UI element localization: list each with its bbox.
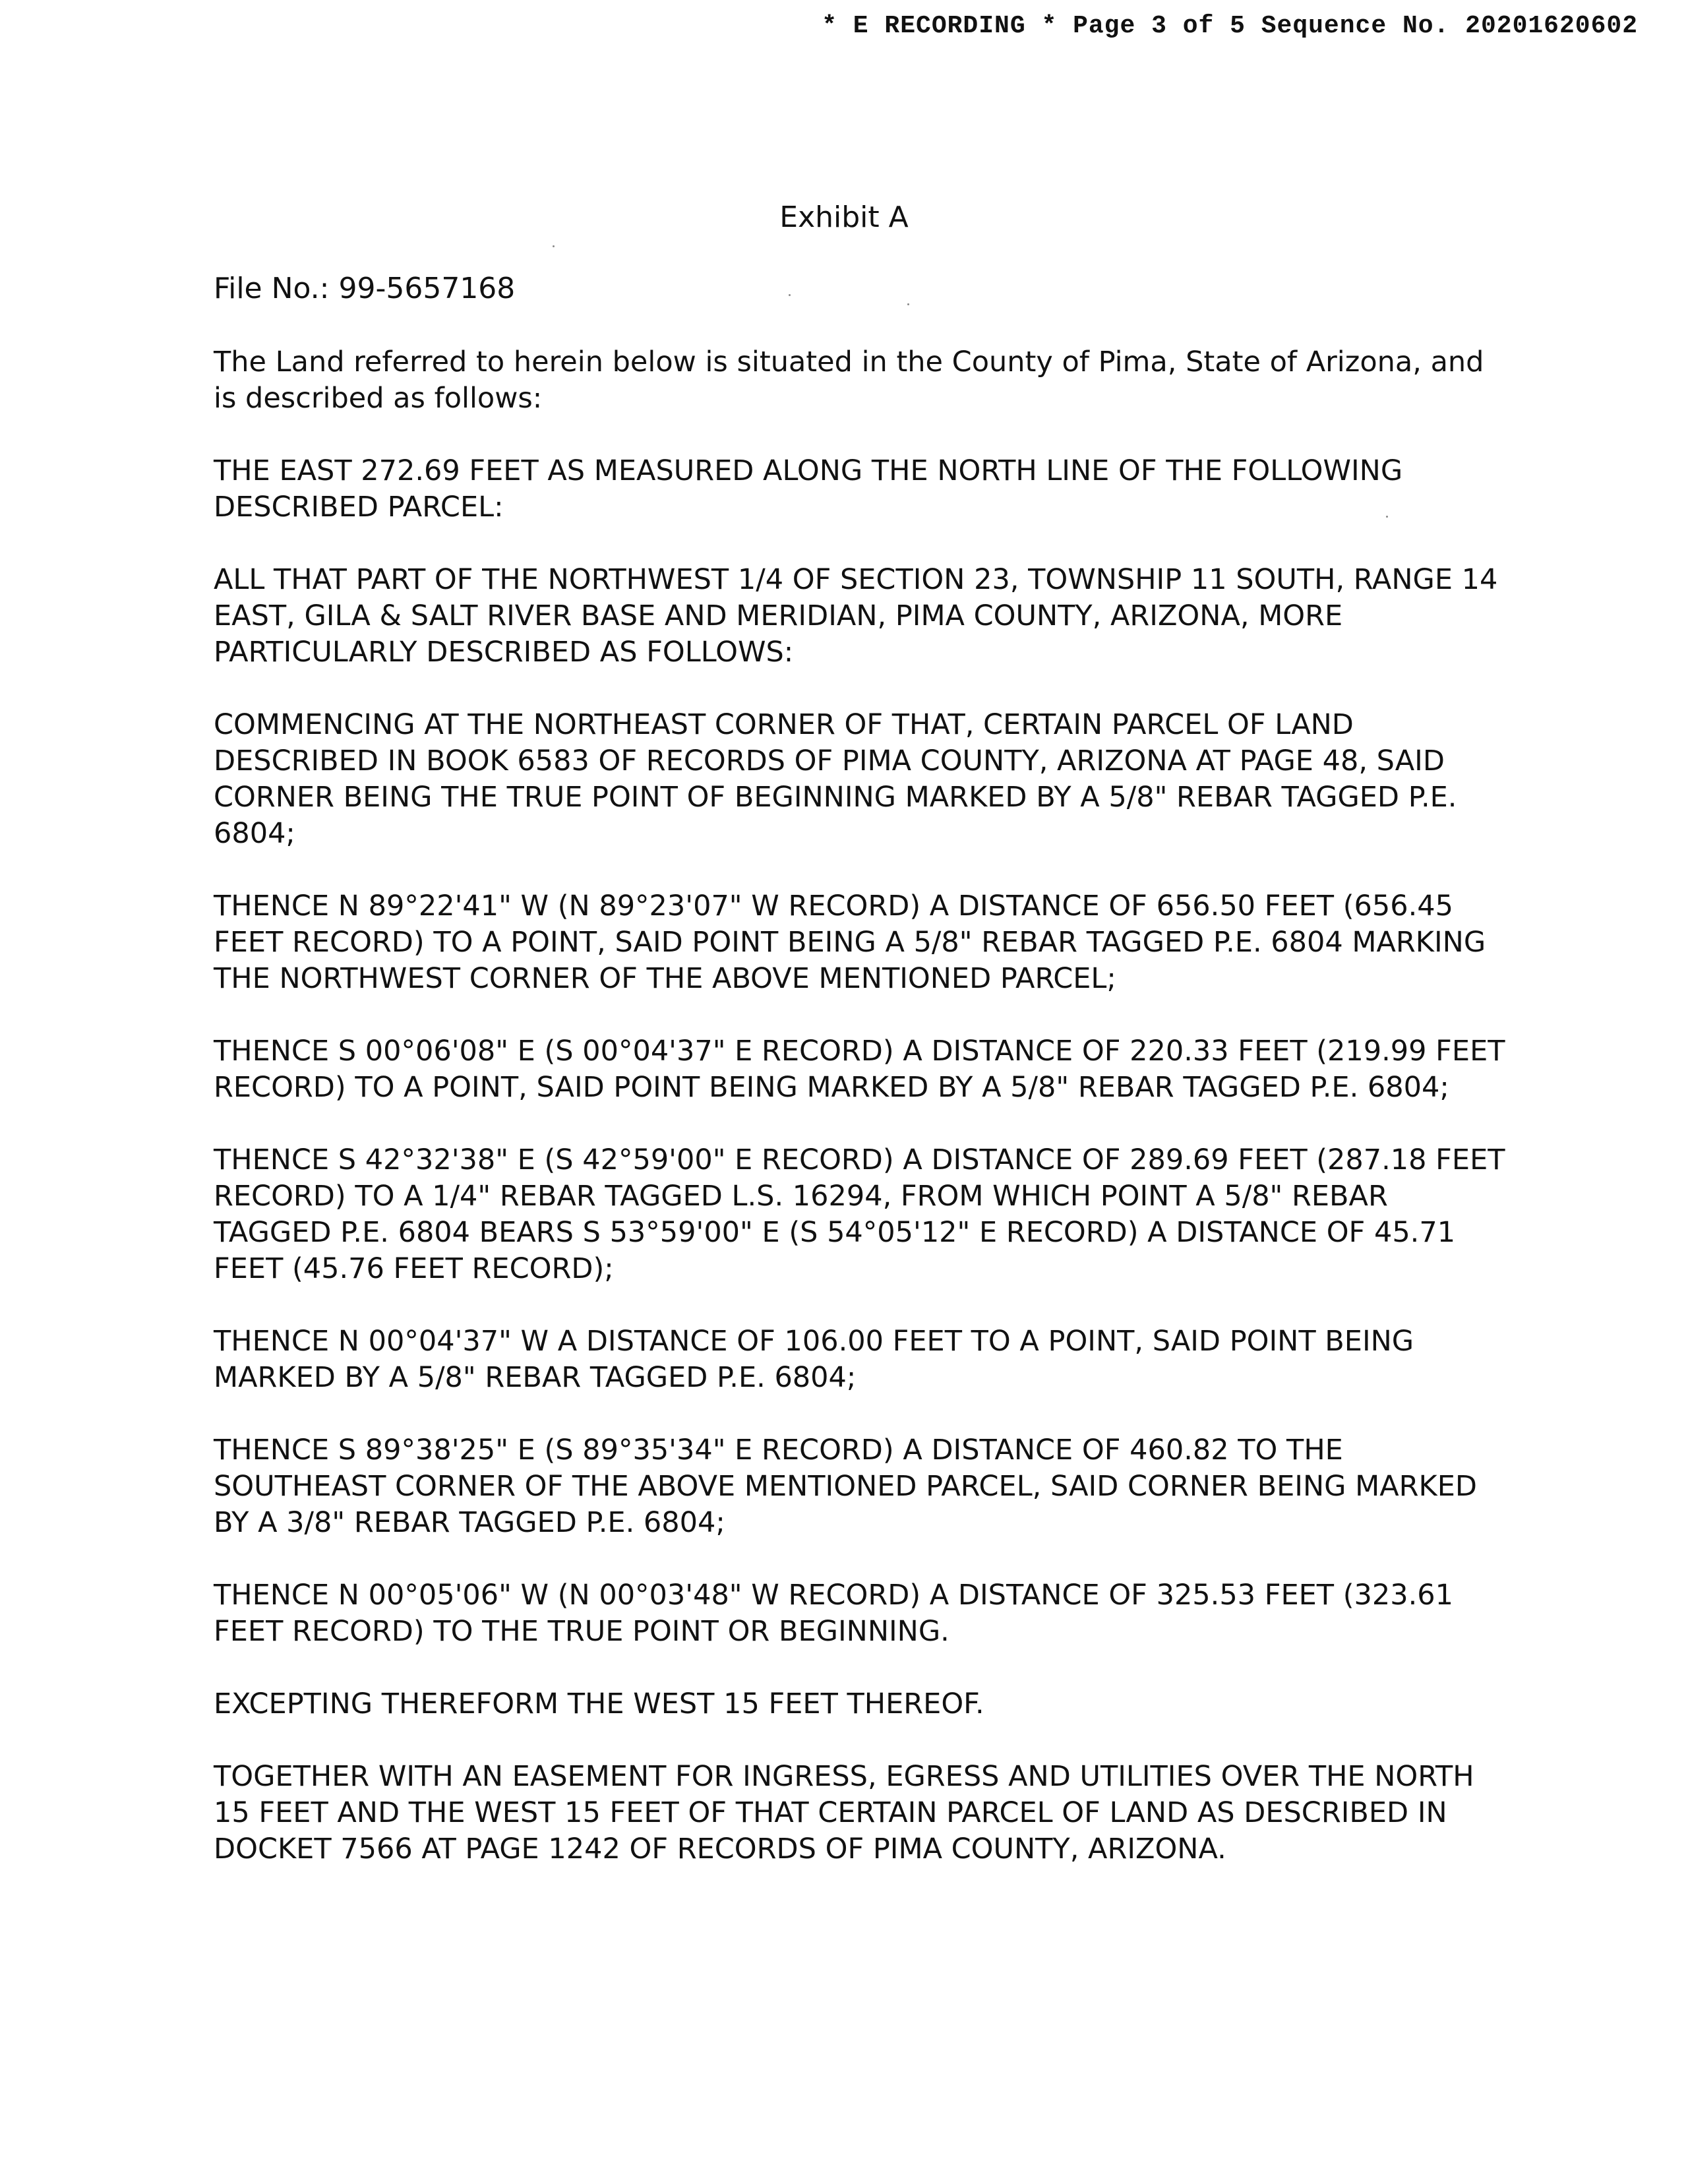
paragraph-thence-1: THENCE N 89°22'41" W (N 89°23'07" W RECORD) A DISTANCE OF 656.50 FEET (656.45 FEET RECORD) TO A POINT, SAID POINT BEING A 5/8" REBAR TAGGED P.E. 6804 MARKING THE NORTHWEST CORNER OF THE ABOVE MENTIONED PARCEL; [214,890,1486,995]
scan-speck [553,245,555,247]
paragraph-thence-4: THENCE N 00°04'37" W A DISTANCE OF 106.00 FEET TO A POINT, SAID POINT BEING MARKED BY A 5/8" REBAR TAGGED P.E. 6804; [214,1325,1414,1394]
paragraph-thence-6: THENCE N 00°05'06" W (N 00°03'48" W RECORD) A DISTANCE OF 325.53 FEET (323.61 FEET RECORD) TO THE TRUE POINT OR BEGINNING. [214,1579,1453,1648]
legal-description [214,344,1506,1904]
scan-speck [789,294,791,296]
recording-header: * E RECORDING * Page 3 of 5 Sequence No. 20201620602 [822,12,1638,40]
paragraph-thence-5: THENCE S 89°38'25" E (S 89°35'34" E RECORD) A DISTANCE OF 460.82 TO THE SOUTHEAST CORNER OF THE ABOVE MENTIONED PARCEL, SAID CORNER BEING MARKED BY A 3/8" REBAR TAGGED P.E. 6804; [214,1434,1477,1539]
paragraph-thence-3: THENCE S 42°32'38" E (S 42°59'00" E RECORD) A DISTANCE OF 289.69 FEET (287.18 FEET RECORD) TO A 1/4" REBAR TAGGED L.S. 16294, FROM WHICH POINT A 5/8" REBAR TAGGED P.E. 6804 BEARS S 53°59'00" E (S 54°05'12" E RECORD) A DISTANCE OF 45.71 FEET (45.76 FEET RECORD); [214,1143,1505,1285]
file-number: File No.: 99-5657168 [214,272,516,305]
paragraph-excepting: EXCEPTING THEREFORM THE WEST 15 FEET THEREOF. [214,1687,984,1720]
paragraph-easement: TOGETHER WITH AN EASEMENT FOR INGRESS, EGRESS AND UTILITIES OVER THE NORTH 15 FEET AND THE WEST 15 FEET OF THAT CERTAIN PARCEL OF LAND AS DESCRIBED IN DOCKET 7566 AT PAGE 1242 OF RECORDS OF PIMA COUNTY, ARIZONA. [214,1760,1474,1866]
scan-speck [907,303,909,305]
paragraph-commencing: COMMENCING AT THE NORTHEAST CORNER OF THAT, CERTAIN PARCEL OF LAND DESCRIBED IN BOOK 6583 OF RECORDS OF PIMA COUNTY, ARIZONA AT PAGE 48, SAID CORNER BEING THE TRUE POINT OF BEGINNING MARKED BY A 5/8" REBAR TAGGED P.E. 6804; [214,708,1457,850]
scan-speck [1386,516,1388,518]
paragraph-east-portion: THE EAST 272.69 FEET AS MEASURED ALONG THE NORTH LINE OF THE FOLLOWING DESCRIBED PARCEL: [214,454,1403,524]
paragraph-intro: The Land referred to herein below is situated in the County of Pima, State of Arizona, and is described as follows: [214,346,1484,415]
exhibit-title: Exhibit A [779,200,909,234]
paragraph-section-description: ALL THAT PART OF THE NORTHWEST 1/4 OF SECTION 23, TOWNSHIP 11 SOUTH, RANGE 14 EAST, GILA & SALT RIVER BASE AND MERIDIAN, PIMA COUNTY, ARIZONA, MORE PARTICULARLY DESCRIBED AS FOLLOWS: [214,563,1498,669]
paragraph-thence-2: THENCE S 00°06'08" E (S 00°04'37" E RECORD) A DISTANCE OF 220.33 FEET (219.99 FEET RECORD) TO A POINT, SAID POINT BEING MARKED BY A 5/8" REBAR TAGGED P.E. 6804; [214,1035,1505,1104]
